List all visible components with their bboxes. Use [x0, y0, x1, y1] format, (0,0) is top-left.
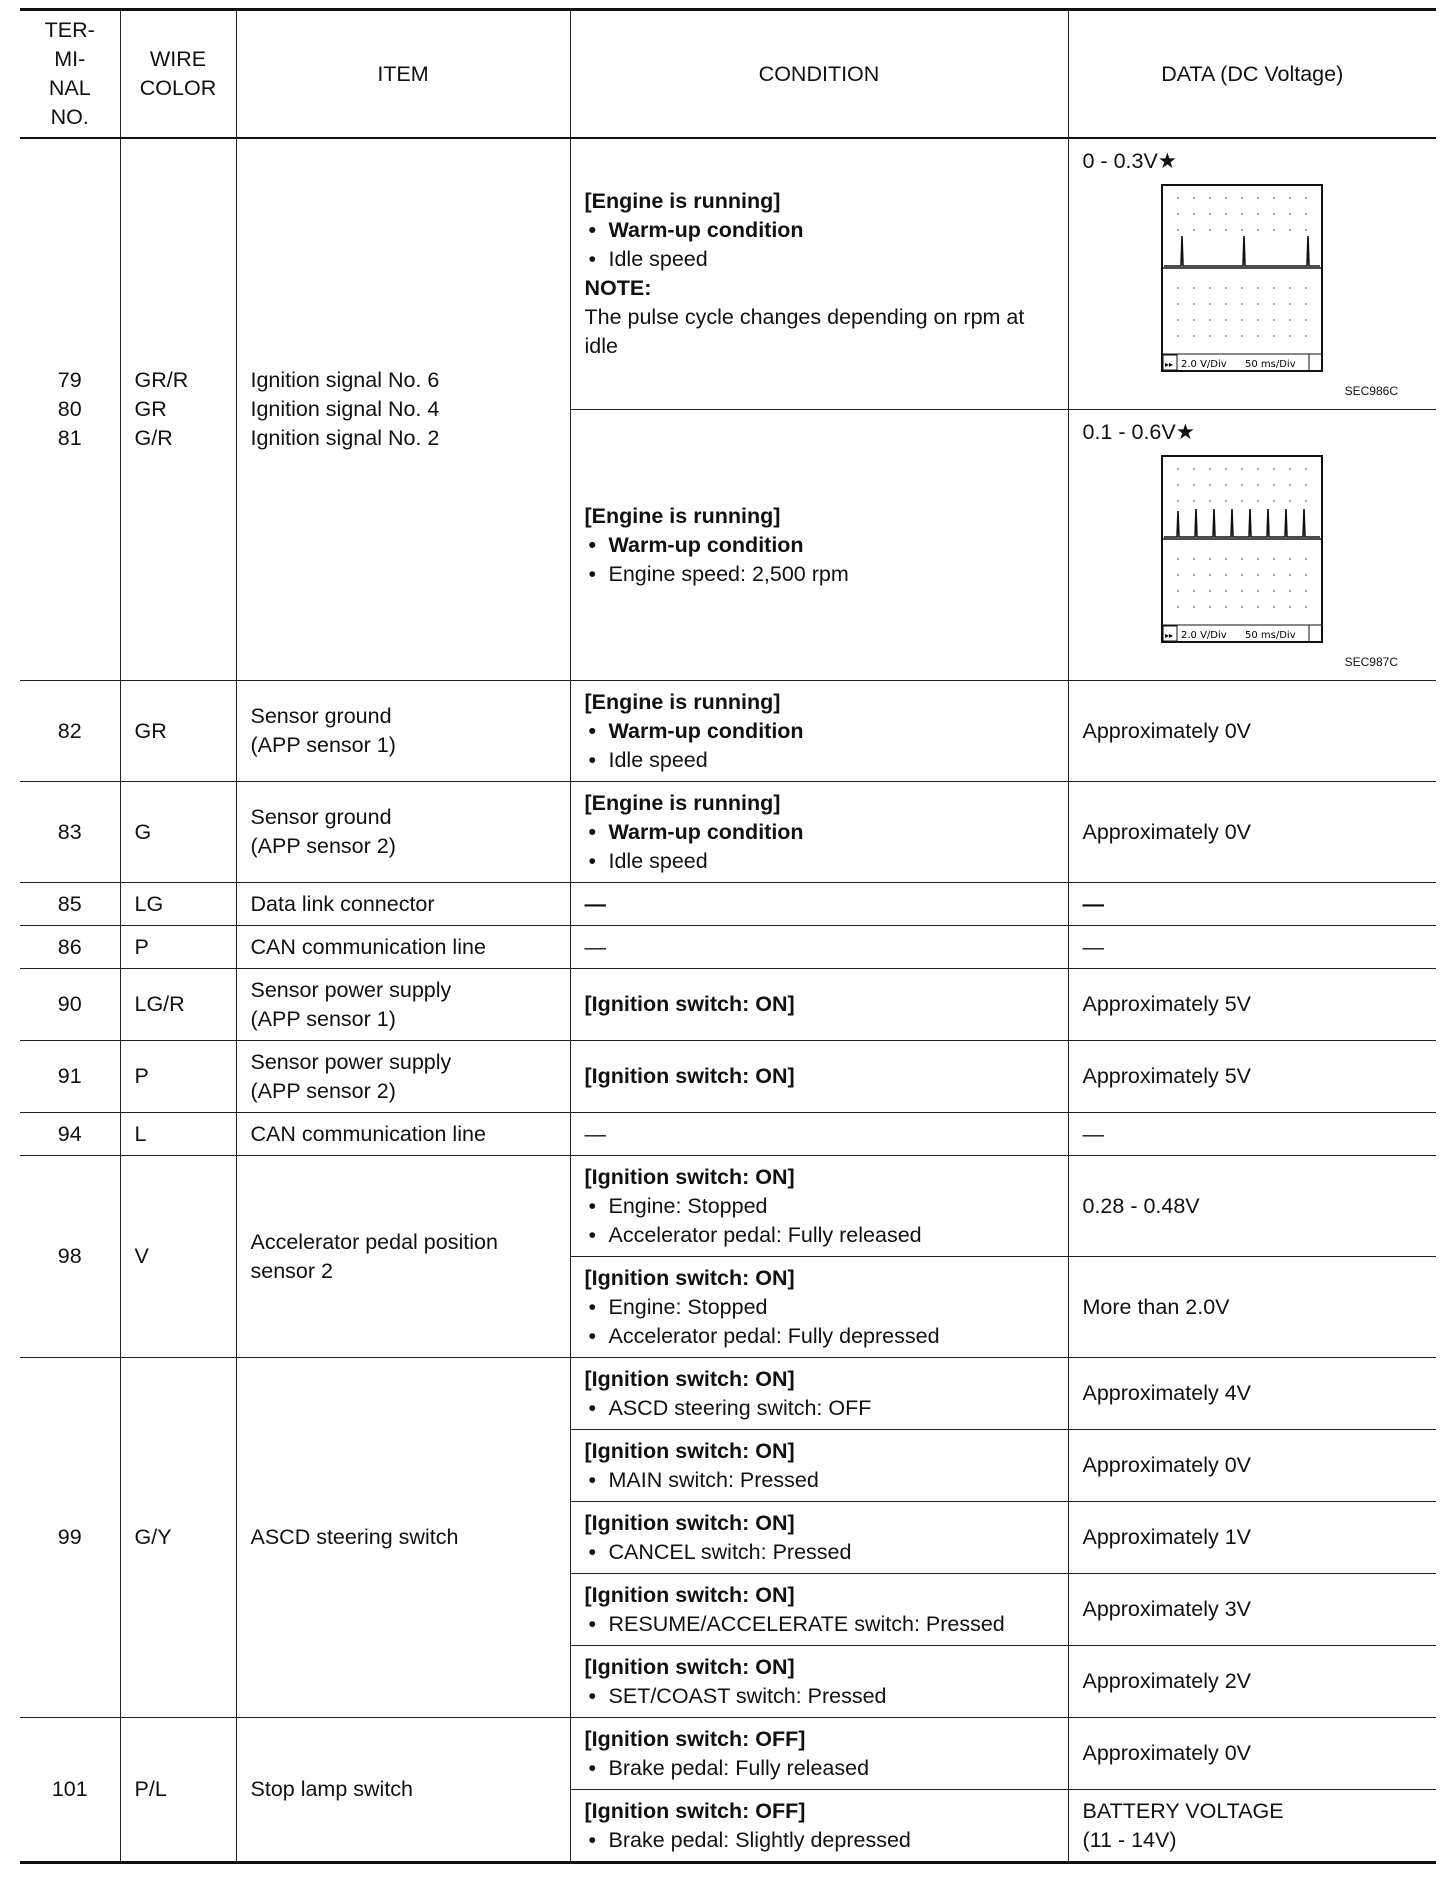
item: Data link connector [236, 883, 570, 926]
oscilloscope-waveform-rpm [1161, 455, 1323, 643]
condition: — [570, 1113, 1068, 1156]
wire-color: LG [120, 883, 236, 926]
terminal-number: 86 [20, 926, 120, 969]
condition: [Engine is running] • Warm-up condition • Idle speed NOTE: The pulse cycle changes depending on rpm at idle [570, 138, 1068, 410]
wire-color: G [120, 782, 236, 883]
wire-color: P/L [120, 1718, 236, 1863]
table-row [20, 926, 1436, 969]
scope-scale-label: 2.0 V/Div [1180, 630, 1227, 641]
condition: [Ignition switch: ON] • CANCEL switch: Pressed [570, 1502, 1068, 1574]
condition: [Ignition switch: ON] • MAIN switch: Pressed [570, 1430, 1068, 1502]
wire-color: G/Y [120, 1358, 236, 1718]
table-row [20, 1041, 1436, 1113]
condition: [Ignition switch: ON] • SET/COAST switch: Pressed [570, 1646, 1068, 1718]
data-value: Approximately 3V [1068, 1574, 1436, 1646]
header-condition: CONDITION [570, 10, 1068, 139]
svg-text:▸▸: ▸▸ [1164, 360, 1173, 369]
scope-scale-label: 2.0 V/Div [1180, 359, 1227, 370]
svg-text:▸▸: ▸▸ [1164, 631, 1173, 640]
condition: [Ignition switch: ON] • Engine: Stopped • Accelerator pedal: Fully depressed [570, 1257, 1068, 1358]
terminal-number: 98 [20, 1156, 120, 1358]
header-data: DATA (DC Voltage) [1068, 10, 1436, 139]
wire-color: GR [120, 681, 236, 782]
condition: [Ignition switch: ON] • RESUME/ACCELERATE switch: Pressed [570, 1574, 1068, 1646]
scope-time-label: 50 ms/Div [1244, 630, 1296, 641]
header-terminal-no: TER- MI- NAL NO. [20, 10, 120, 139]
data-value: Approximately 5V [1068, 1041, 1436, 1113]
table-row [20, 883, 1436, 926]
figure-code: SEC987C [1344, 655, 1398, 669]
terminal-number: 82 [20, 681, 120, 782]
terminal-table [20, 8, 1436, 1864]
table-row [20, 1718, 1436, 1790]
table-row [20, 1113, 1436, 1156]
table-row [20, 1156, 1436, 1257]
terminal-number: 85 [20, 883, 120, 926]
item: Sensor power supply (APP sensor 1) [236, 969, 570, 1041]
data-value: 0.1 - 0.6V★ ▸▸ 2.0 V/Div 50 ms/Div SEC987C [1068, 410, 1436, 681]
terminal-number: 90 [20, 969, 120, 1041]
header-item: ITEM [236, 10, 570, 139]
header-row [20, 10, 1436, 139]
data-value: Approximately 4V [1068, 1358, 1436, 1430]
item: Accelerator pedal position sensor 2 [236, 1156, 570, 1358]
data-value: Approximately 2V [1068, 1646, 1436, 1718]
condition: — [570, 926, 1068, 969]
terminal-number: 83 [20, 782, 120, 883]
item: Ignition signal No. 6 Ignition signal No. 4 Ignition signal No. 2 [236, 138, 570, 681]
data-value: Approximately 0V [1068, 1718, 1436, 1790]
item: ASCD steering switch [236, 1358, 570, 1718]
figure-code: SEC986C [1344, 384, 1398, 398]
data-value: — [1068, 883, 1436, 926]
condition: [Ignition switch: ON] [570, 969, 1068, 1041]
table-row [20, 138, 1436, 410]
terminal-number: 91 [20, 1041, 120, 1113]
condition: [Engine is running] • Warm-up condition • Idle speed [570, 681, 1068, 782]
table-row [20, 782, 1436, 883]
note-label: NOTE: [584, 276, 652, 300]
terminal-number: 79 80 81 [20, 138, 120, 681]
data-value: Approximately 0V [1068, 1430, 1436, 1502]
wire-color: LG/R [120, 969, 236, 1041]
data-value: Approximately 1V [1068, 1502, 1436, 1574]
item: Sensor ground (APP sensor 2) [236, 782, 570, 883]
condition: [Ignition switch: OFF] • Brake pedal: Fully released [570, 1718, 1068, 1790]
data-value: Approximately 0V [1068, 681, 1436, 782]
wire-color: GR/R GR G/R [120, 138, 236, 681]
item: CAN communication line [236, 1113, 570, 1156]
oscilloscope-waveform-idle [1161, 184, 1323, 372]
item: Stop lamp switch [236, 1718, 570, 1863]
table-row [20, 1358, 1436, 1430]
condition: — [570, 883, 1068, 926]
table-row [20, 681, 1436, 782]
note-text: The pulse cycle changes depending on rpm at idle [584, 305, 1025, 358]
terminal-number: 94 [20, 1113, 120, 1156]
wire-color: V [120, 1156, 236, 1358]
condition: [Engine is running] • Warm-up condition • Idle speed [570, 782, 1068, 883]
scope-time-label: 50 ms/Div [1244, 359, 1296, 370]
item: CAN communication line [236, 926, 570, 969]
table-row [20, 969, 1436, 1041]
condition: [Ignition switch: ON] • Engine: Stopped • Accelerator pedal: Fully released [570, 1156, 1068, 1257]
terminal-number: 99 [20, 1358, 120, 1718]
data-value: Approximately 5V [1068, 969, 1436, 1041]
item: Sensor power supply (APP sensor 2) [236, 1041, 570, 1113]
data-value: More than 2.0V [1068, 1257, 1436, 1358]
wire-color: P [120, 926, 236, 969]
condition: [Ignition switch: ON] [570, 1041, 1068, 1113]
condition: [Ignition switch: ON] • ASCD steering switch: OFF [570, 1358, 1068, 1430]
data-value: — [1068, 1113, 1436, 1156]
data-value: — [1068, 926, 1436, 969]
condition: [Ignition switch: OFF] • Brake pedal: Slightly depressed [570, 1790, 1068, 1863]
wire-color: P [120, 1041, 236, 1113]
data-value: BATTERY VOLTAGE (11 - 14V) [1068, 1790, 1436, 1863]
data-value: 0 - 0.3V★ ▸▸ 2.0 V/Div 50 ms/Div SEC986C [1068, 138, 1436, 410]
item: Sensor ground (APP sensor 1) [236, 681, 570, 782]
data-value: 0.28 - 0.48V [1068, 1156, 1436, 1257]
wire-color: L [120, 1113, 236, 1156]
terminal-number: 101 [20, 1718, 120, 1863]
data-value: Approximately 0V [1068, 782, 1436, 883]
condition: [Engine is running] • Warm-up condition • Engine speed: 2,500 rpm [570, 410, 1068, 681]
header-wire-color: WIRE COLOR [120, 10, 236, 139]
